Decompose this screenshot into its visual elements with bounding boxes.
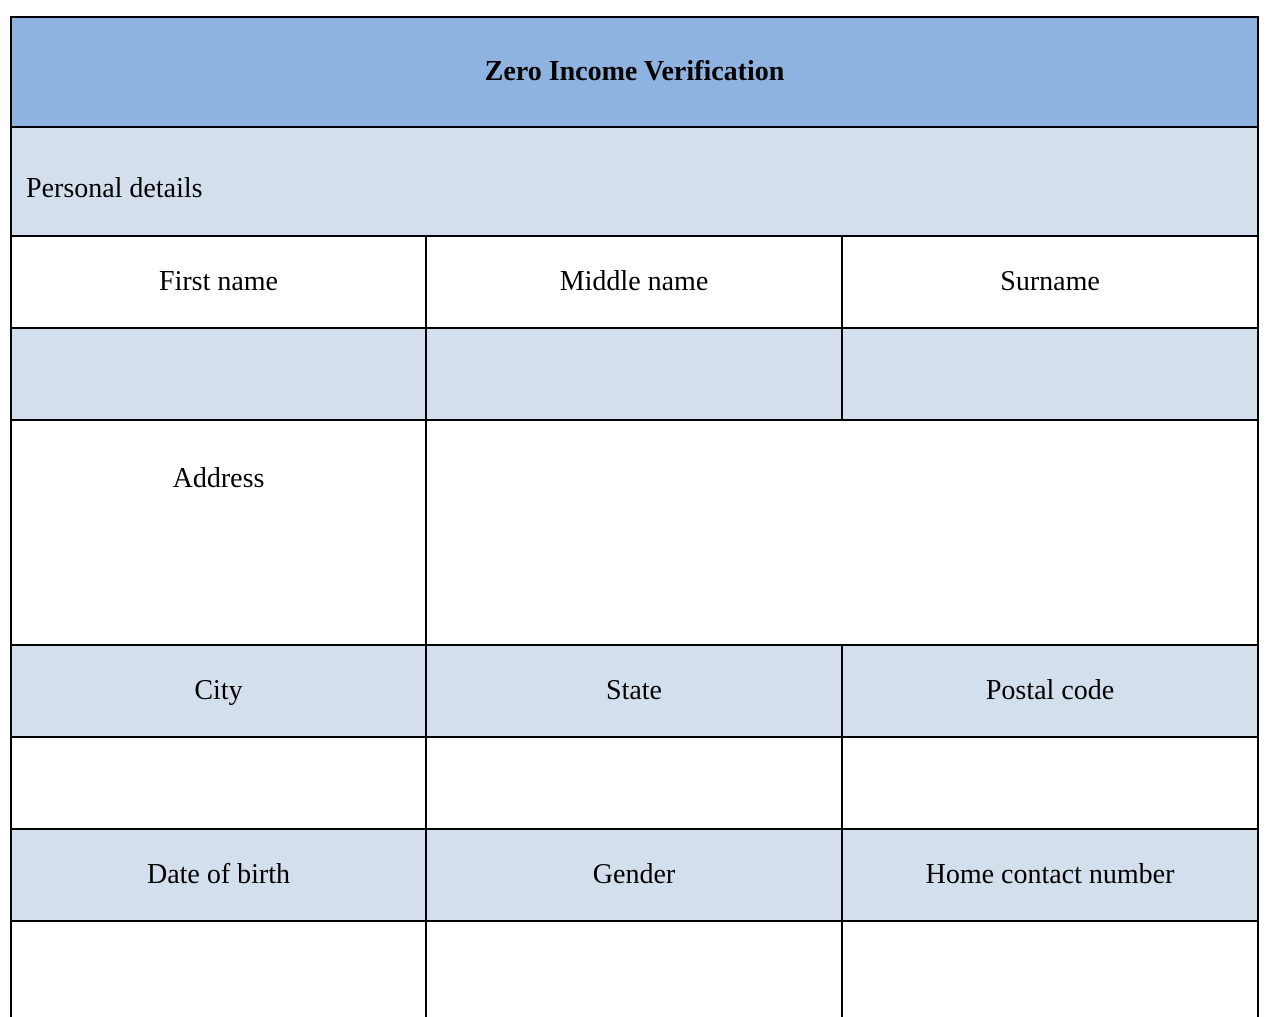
postal-code-label: Postal code (842, 645, 1258, 737)
date-of-birth-field[interactable] (11, 921, 426, 1017)
first-name-label: First name (11, 236, 426, 328)
address-label: Address (11, 420, 426, 645)
surname-label: Surname (842, 236, 1258, 328)
city-field[interactable] (11, 737, 426, 829)
form-grid (10, 16, 1259, 1017)
zero-income-verification-form (10, 16, 1257, 960)
state-label: State (426, 645, 842, 737)
middle-name-field[interactable] (426, 328, 842, 420)
state-field[interactable] (426, 737, 842, 829)
gender-field[interactable] (426, 921, 842, 1017)
home-contact-number-label: Home contact number (842, 829, 1258, 921)
section-heading-personal-details: Personal details (11, 127, 1258, 236)
surname-field[interactable] (842, 328, 1258, 420)
home-contact-number-field[interactable] (842, 921, 1258, 1017)
postal-code-field[interactable] (842, 737, 1258, 829)
address-field[interactable] (426, 420, 1258, 645)
gender-label: Gender (426, 829, 842, 921)
first-name-field[interactable] (11, 328, 426, 420)
form-title: Zero Income Verification (11, 17, 1258, 127)
date-of-birth-label: Date of birth (11, 829, 426, 921)
middle-name-label: Middle name (426, 236, 842, 328)
city-label: City (11, 645, 426, 737)
